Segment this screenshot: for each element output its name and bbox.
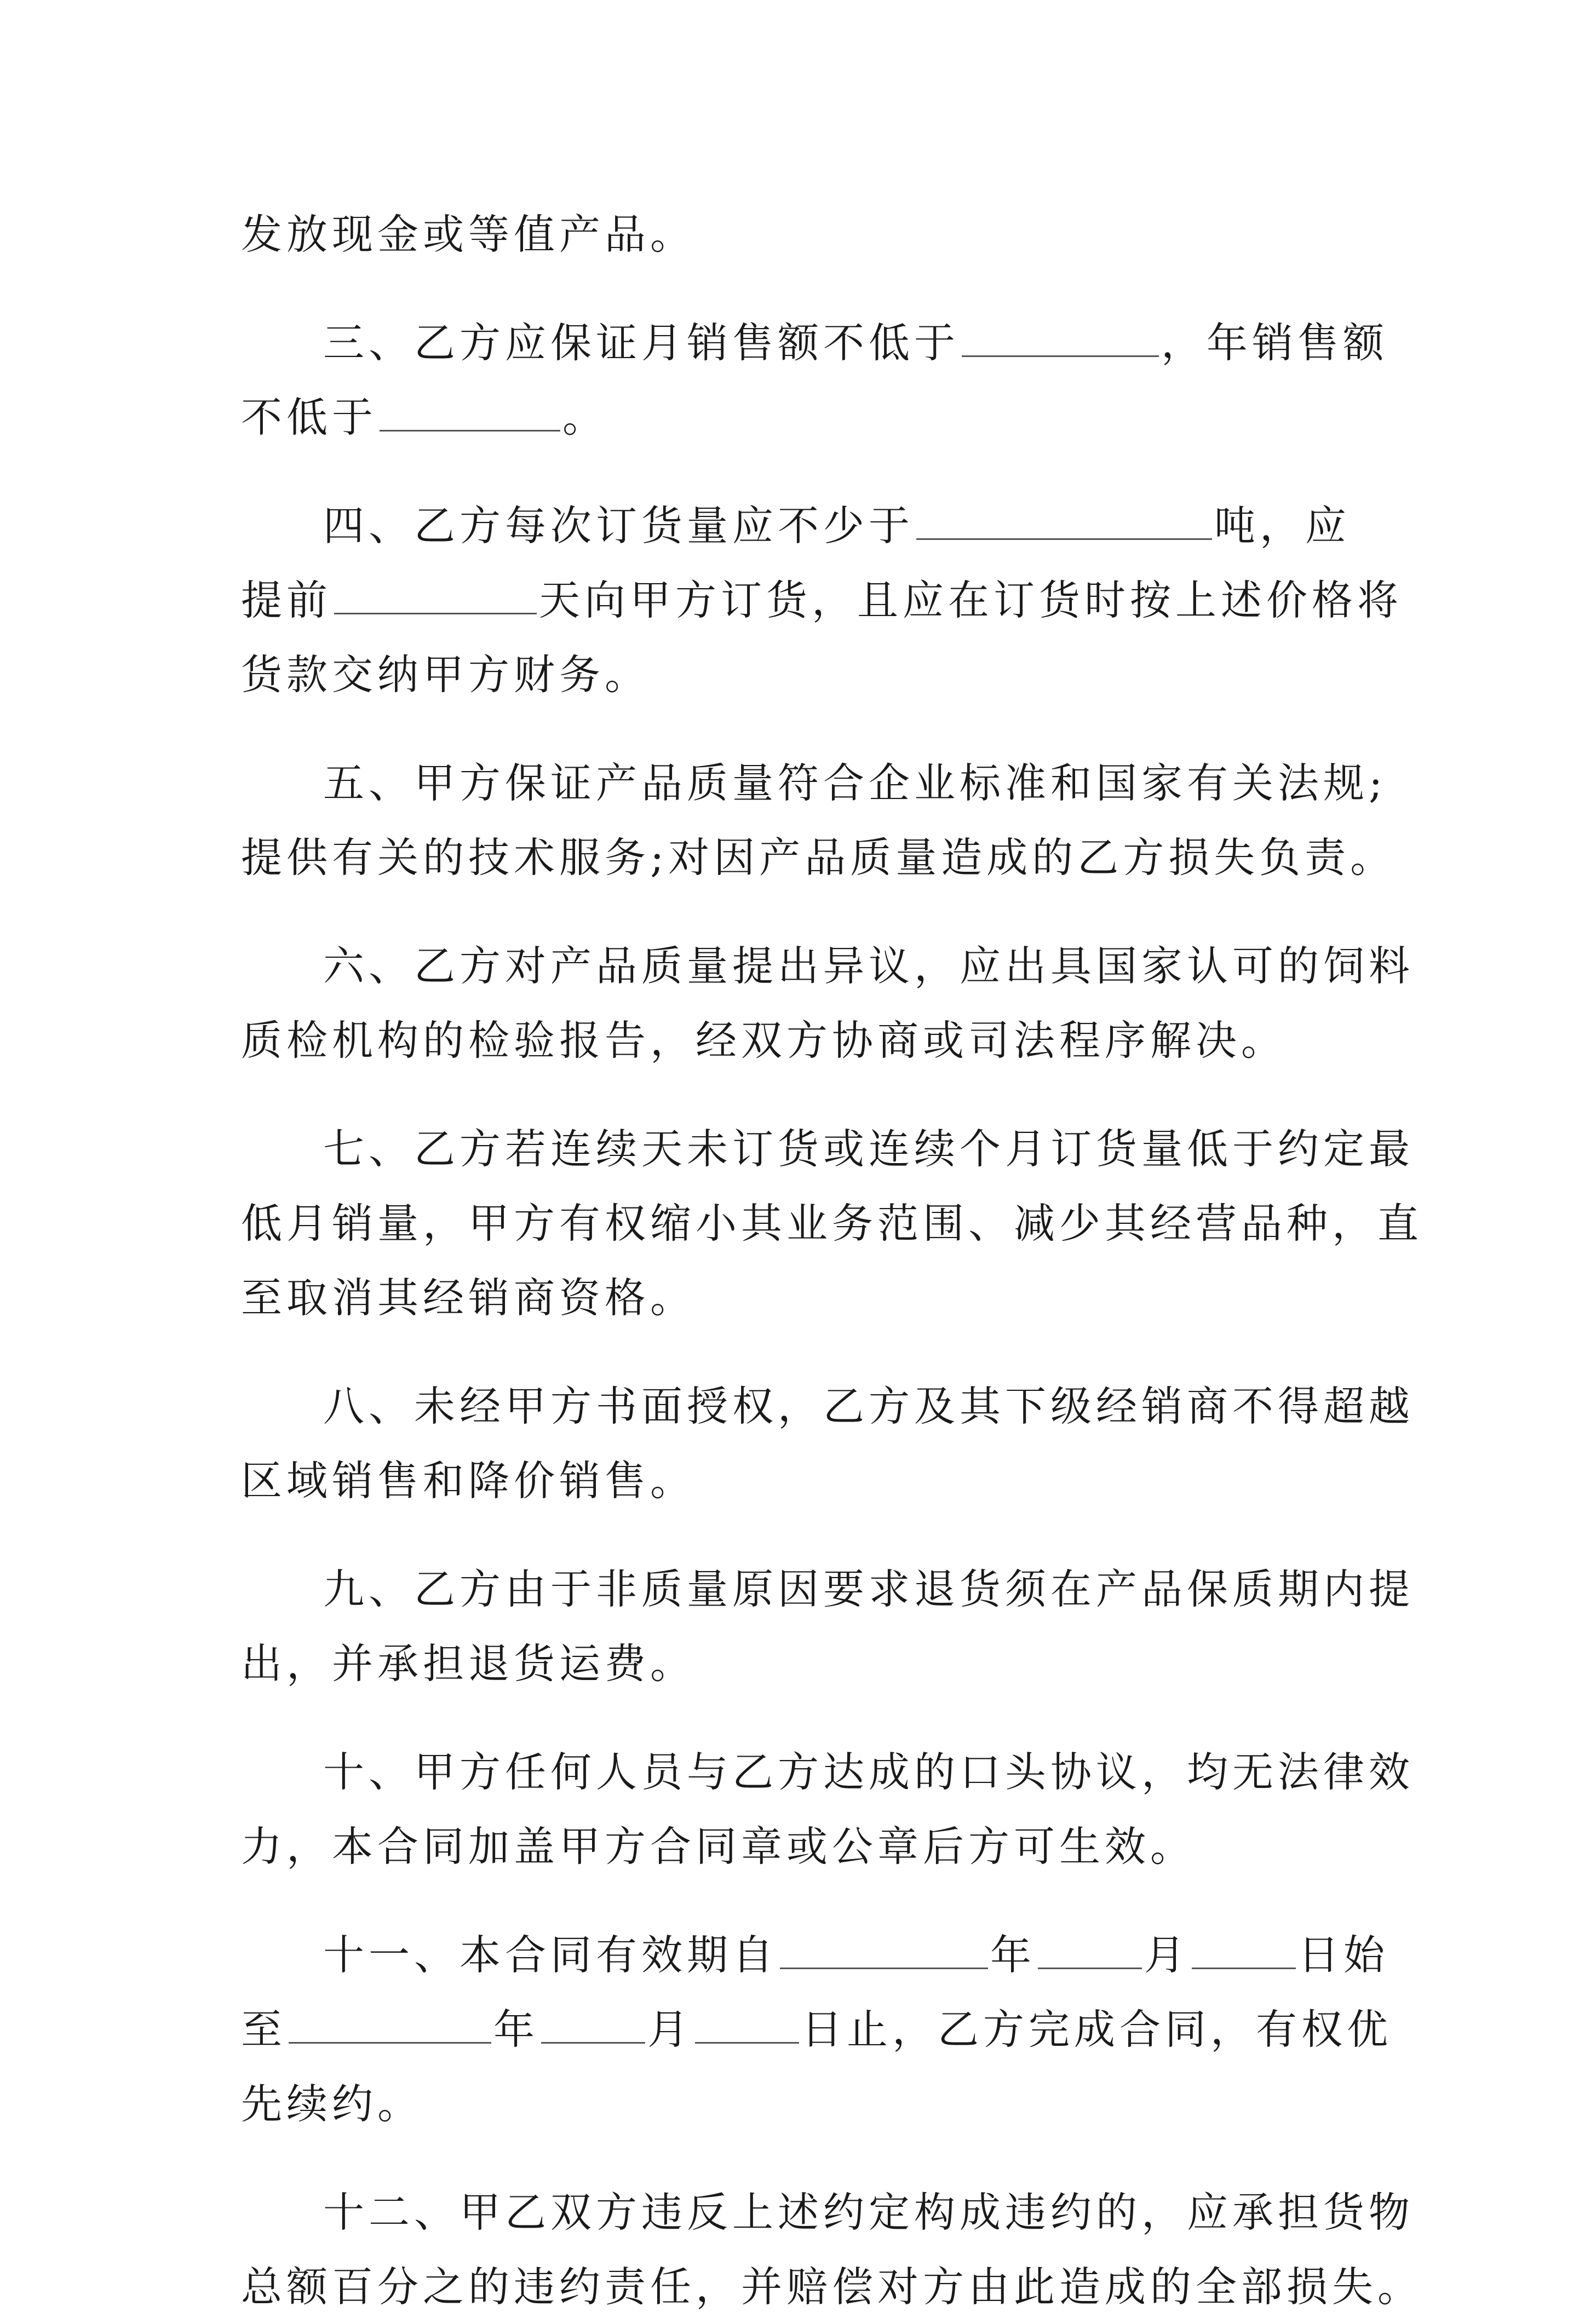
document-page: [241, 197, 1423, 2324]
start-day-blank[interactable]: [1192, 1934, 1296, 1969]
clause-3: 三、乙方应保证月销售额不低于 ，年销售额 不低于 。: [241, 319, 1389, 441]
monthly-sales-blank[interactable]: [962, 321, 1159, 357]
clause-4: 四、乙方每次订货量应不少于 吨，应 提前 天向甲方订货，且应在订货时按上述价格将 货款交纳甲方财务。: [241, 502, 1403, 699]
order-days-blank[interactable]: [334, 579, 537, 614]
clause-5: 五、甲方保证产品质量符合企业标准和国家有关法规; 提供有关的技术服务;对因产品质量造成的乙方损失负责。: [241, 759, 1396, 882]
start-year-blank[interactable]: [780, 1934, 988, 1969]
clause-8: 八、未经甲方书面授权，乙方及其下级经销商不得超越 区域销售和降价销售。: [241, 1382, 1415, 1505]
end-year-blank[interactable]: [289, 2008, 491, 2044]
end-month-blank[interactable]: [541, 2008, 645, 2044]
annual-sales-blank[interactable]: [380, 396, 560, 432]
paragraph-2-tail: 发放现金或等值产品。: [241, 210, 696, 258]
clause-12: 十二、甲乙双方违反上述约定构成违约的，应承担货物 总额百分之的违约责任，并赔偿对方由此造成的全部损失。: [241, 2188, 1423, 2311]
end-day-blank[interactable]: [695, 2008, 799, 2044]
clause-6: 六、乙方对产品质量提出异议，应出具国家认可的饲料 质检机构的检验报告，经双方协商或司法程序解决。: [241, 942, 1415, 1065]
clause-7: 七、乙方若连续天未订货或连续个月订货量低于约定最 低月销量，甲方有权缩小其业务范围、减少其经营品种，直 至取消其经销商资格。: [241, 1125, 1423, 1322]
start-month-blank[interactable]: [1038, 1934, 1142, 1969]
clause-9: 九、乙方由于非质量原因要求退货须在产品保质期内提 出，并承担退货运费。: [241, 1565, 1415, 1688]
clause-11: 十一、本合同有效期自 年 月 日始 至 年 月 日止，乙方完成合同，有权优 先续约。: [241, 1931, 1393, 2128]
clause-10: 十、甲方任何人员与乙方达成的口头协议，均无法律效 力，本合同加盖甲方合同章或公章后方可生效。: [241, 1748, 1415, 1871]
order-quantity-blank[interactable]: [916, 504, 1212, 540]
